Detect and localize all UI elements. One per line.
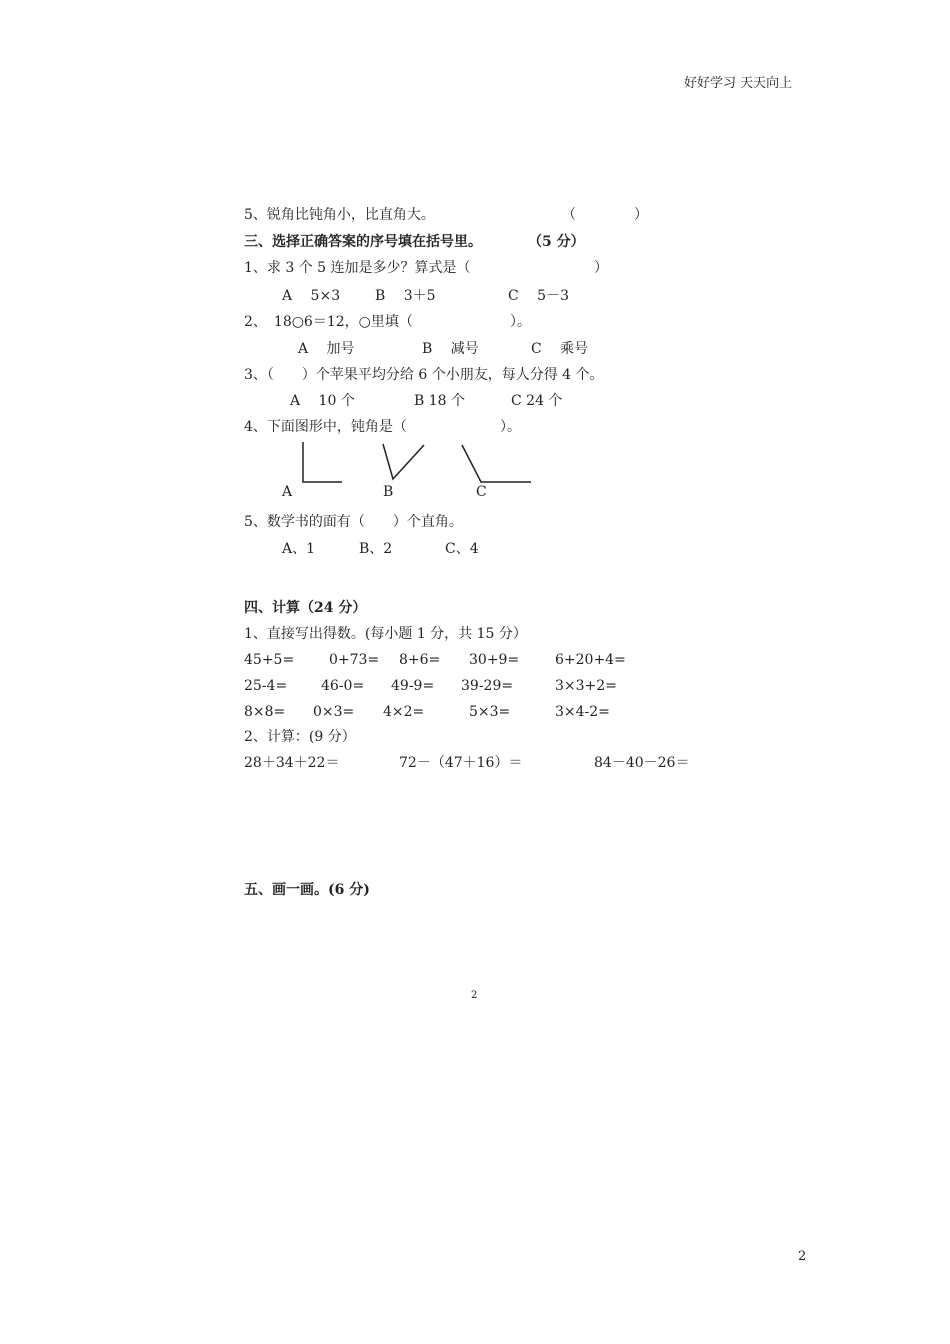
s3-q1-text: 1、求 3 个 5 连加是多少？算式是（ [244, 260, 471, 276]
angle-a-right [303, 442, 342, 482]
s3-q4-close: ）。 [500, 419, 521, 435]
calc-r2-c2: 46-0= [321, 678, 365, 694]
s4-part2-item2: 72－（47＋16）＝ [399, 755, 523, 771]
calc-r2-c4: 39-29= [461, 678, 514, 694]
s3-q1-option-a: A 5×3 [282, 288, 341, 304]
s3-q2-close: ）。 [510, 314, 531, 330]
page-number: 2 [798, 1249, 807, 1264]
s4-part1-title: 1、直接写出得数。(每小题 1 分，共 15 分） [244, 626, 527, 642]
calc-r3-c4: 5×3= [469, 704, 511, 720]
calc-r3-c2: 0×3= [313, 704, 355, 720]
s3-q3-option-b: B 18 个 [414, 393, 466, 409]
calc-r1-c5: 6+20+4= [555, 652, 626, 668]
section3-title: 三、选择正确答案的序号填在括号里。 [244, 234, 482, 250]
section5-title: 五、画一画。(6 分) [244, 882, 370, 898]
angle-c-label: C [476, 484, 487, 500]
calc-r3-c1: 8×8= [244, 704, 286, 720]
s3-q5-text: 5、数学书的面有（ ）个直角。 [244, 514, 463, 530]
s2-item5-bracket-close: ） [634, 207, 648, 223]
s3-q2-option-b: B 减号 [422, 341, 479, 357]
calc-r3-c5: 3×4-2= [555, 704, 610, 720]
s2-item5-bracket-open: （ [562, 207, 576, 223]
s4-part2-title: 2、计算：(9 分） [244, 729, 356, 745]
section4-title: 四、计算（24 分） [244, 600, 367, 616]
s3-q1-option-b: B 3＋5 [375, 288, 436, 304]
s3-q5-option-c: C、4 [445, 541, 479, 557]
angle-figures [290, 438, 550, 498]
angle-b-label: B [383, 484, 394, 500]
header-motto: 好好学习 天天向上 [684, 76, 793, 91]
calc-r2-c5: 3×3+2= [555, 678, 617, 694]
calc-r1-c2: 0+73= [329, 652, 380, 668]
calc-r2-c3: 49-9= [391, 678, 435, 694]
s3-q2-option-c: C 乘号 [531, 341, 589, 357]
angle-b-acute [383, 444, 424, 479]
s3-q1-close: ） [594, 260, 608, 276]
angle-c-obtuse [462, 445, 531, 482]
s3-q2-text: 2、 18○6＝12，○里填（ [244, 314, 413, 330]
calc-r3-c3: 4×2= [383, 704, 425, 720]
s3-q5-option-b: B、2 [359, 541, 393, 557]
s3-q3-option-a: A 10 个 [290, 393, 355, 409]
s2-item5: 5、锐角比钝角小，比直角大。 [244, 207, 435, 223]
s3-q1-option-c: C 5－3 [508, 288, 569, 304]
s3-q5-option-a: A、1 [282, 541, 316, 557]
calc-r1-c4: 30+9= [469, 652, 520, 668]
calc-r1-c1: 45+5= [244, 652, 295, 668]
s3-q2-option-a: A 加号 [298, 341, 355, 357]
s4-part2-item3: 84－40－26＝ [594, 755, 690, 771]
s4-part2-item1: 28＋34＋22＝ [244, 755, 340, 771]
s3-q3-option-c: C 24 个 [511, 393, 563, 409]
inner-page-number: 2 [471, 990, 478, 1001]
s3-q4-text: 4、下面图形中，钝角是（ [244, 419, 407, 435]
calc-r1-c3: 8+6= [399, 652, 441, 668]
angle-a-label: A [282, 484, 293, 500]
s3-q3-text: 3、（ ）个苹果平均分给 6 个小朋友，每人分得 4 个。 [244, 367, 604, 383]
calc-r2-c1: 25-4= [244, 678, 288, 694]
section3-score: （5 分） [528, 234, 585, 250]
